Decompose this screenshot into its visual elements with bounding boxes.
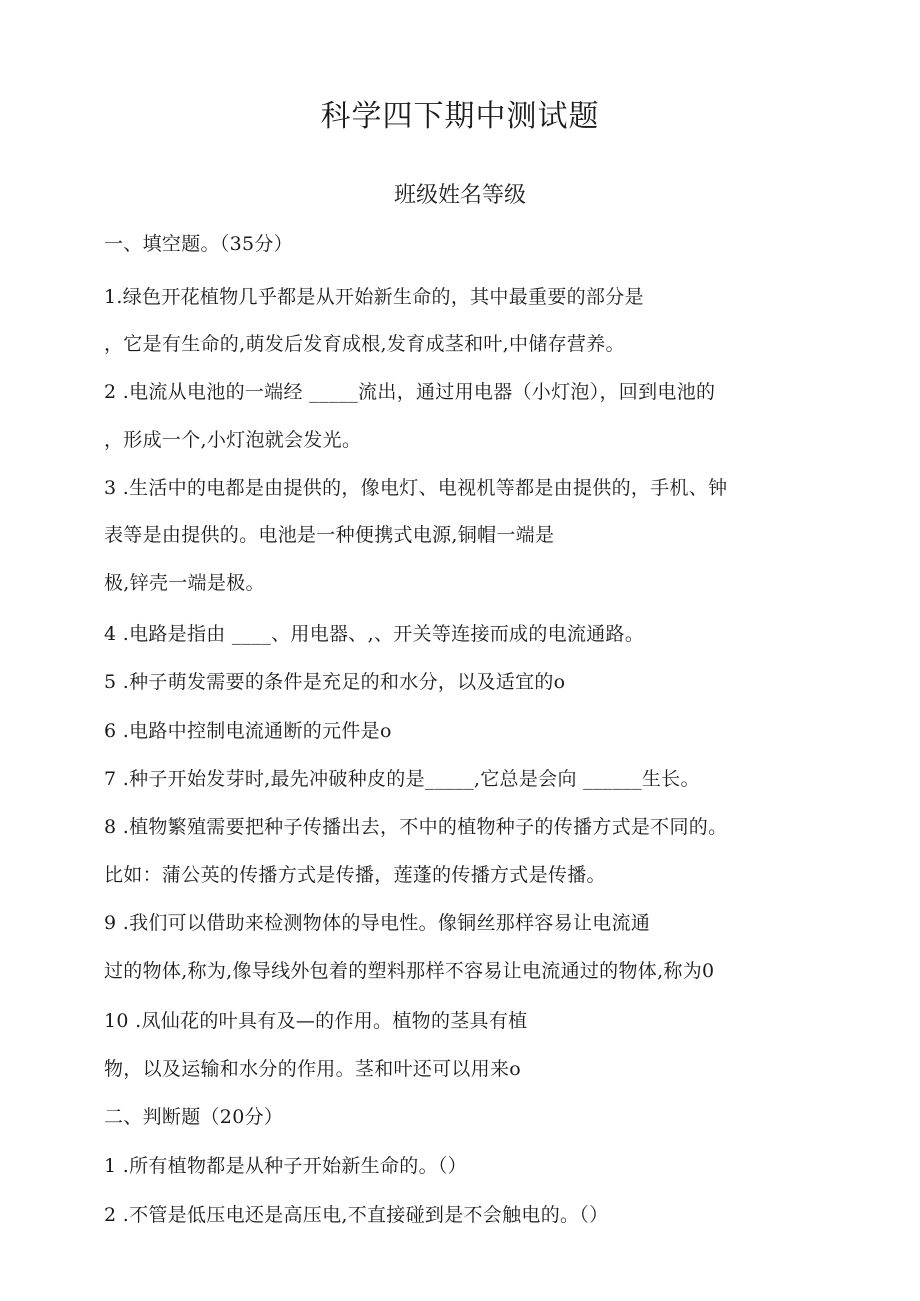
question-line: 1.绿色开花植物几乎都是从开始新生命的，其中最重要的部分是 <box>104 286 644 308</box>
section-heading-fill-blank: 一、填空题。（35分） <box>104 233 293 255</box>
question-line: 2 .电流从电池的一端经 _____流出，通过用电器（小灯泡），回到电池的 <box>104 381 716 403</box>
question-line: 物，以及运输和水分的作用。茎和叶还可以用来o <box>104 1058 522 1080</box>
question-line: 9 .我们可以借助来检测物体的导电性。像铜丝那样容易让电流通 <box>104 912 651 934</box>
question-line: 比如：蒲公英的传播方式是传播，莲蓬的传播方式是传播。 <box>104 864 606 886</box>
question-line: 8 .植物繁殖需要把种子传播出去，不中的植物种子的传播方式是不同的。 <box>104 816 728 838</box>
question-line: ，它是有生命的,萌发后发育成根,发育成茎和叶,中储存营养。 <box>104 333 625 355</box>
question-line: 7 .种子开始发芽时,最先冲破种皮的是_____,它总是会向 ______生长。 <box>104 768 700 790</box>
question-line: 3 .生活中的电都是由提供的，像电灯、电视机等都是由提供的，手机、钟 <box>104 477 728 499</box>
question-line: 极,锌壳一端是极。 <box>104 572 265 594</box>
question-line: 6 .电路中控制电流通断的元件是o <box>104 720 392 742</box>
student-info-line: 班级姓名等级 <box>393 183 526 208</box>
question-line: ，形成一个,小灯泡就会发光。 <box>104 429 362 451</box>
question-line: 过的物体,称为,像导线外包着的塑料那样不容易让电流通过的物体,称为0 <box>104 960 715 982</box>
question-line: 10 .凤仙花的叶具有及—的作用。植物的茎具有植 <box>104 1010 528 1032</box>
question-line: 5 .种子萌发需要的条件是充足的和水分，以及适宜的o <box>104 671 566 693</box>
question-line: 4 .电路是指由 ____、用电器、,、开关等连接而成的电流通路。 <box>104 623 645 645</box>
question-line: 1 .所有植物都是从种子开始新生命的。（） <box>104 1155 467 1177</box>
question-line: 2 .不管是低压电还是高压电,不直接碰到是不会触电的。（） <box>104 1204 609 1226</box>
section-heading-true-false: 二、判断题（20分） <box>104 1106 284 1128</box>
page-title: 科学四下期中测试题 <box>320 99 600 134</box>
question-line: 表等是由提供的。电池是一种便携式电源,铜帽一端是 <box>104 524 555 546</box>
